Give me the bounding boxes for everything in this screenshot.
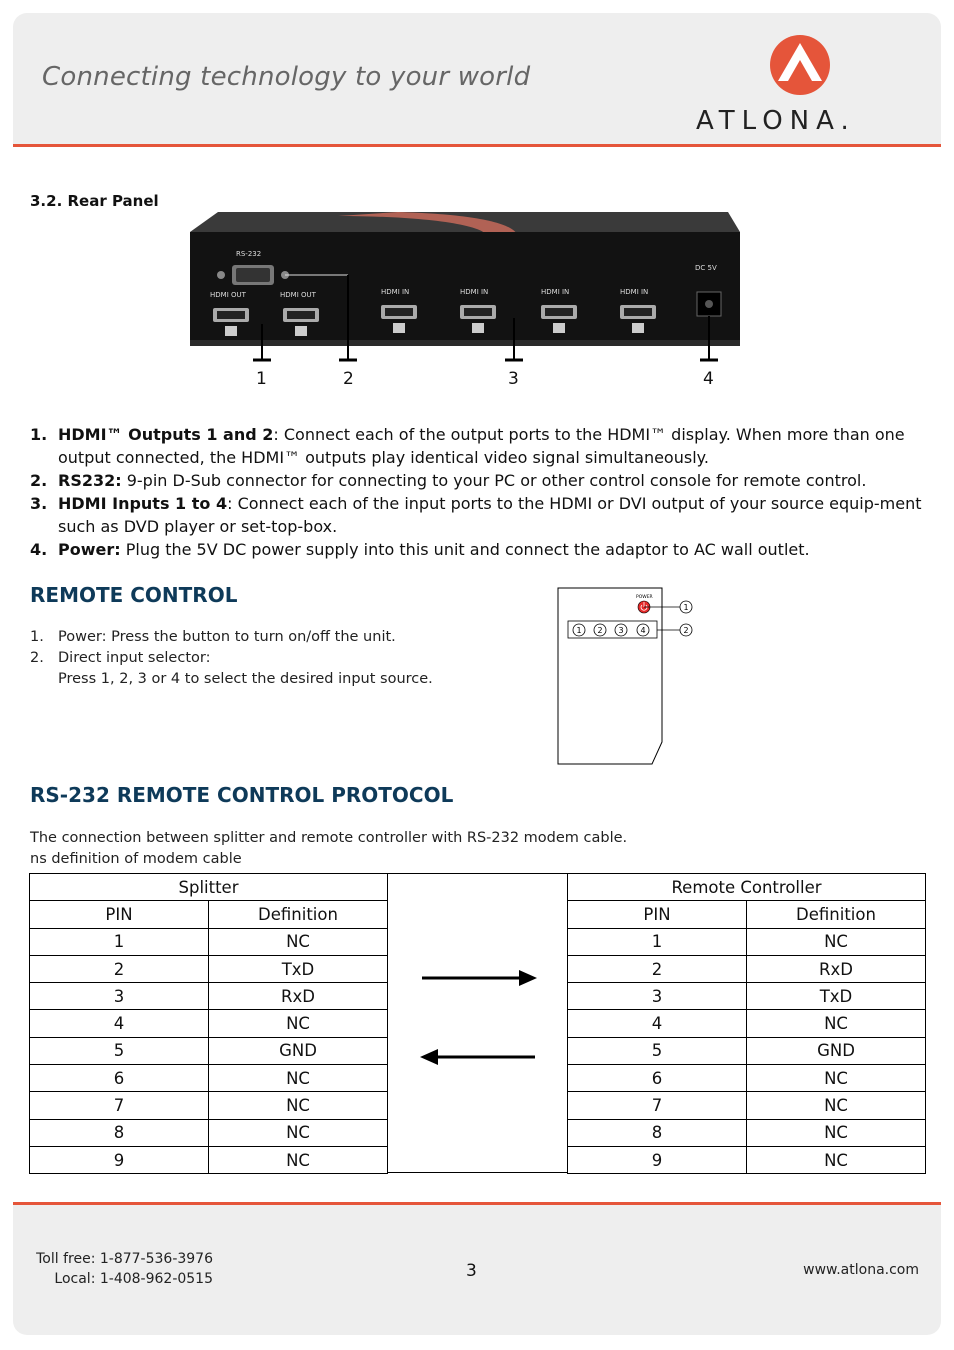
- splitter-pin-table: [29, 873, 388, 1174]
- list-item-text: Plug the 5V DC power supply into this unit and connect the adaptor to AC wall outlet.: [120, 540, 810, 559]
- hdmi-in-3-label: HDMI IN: [541, 288, 570, 296]
- list-item-text: Direct input selector:: [58, 650, 211, 666]
- table-row: 4 NC: [568, 1010, 926, 1037]
- table-row: 6 NC: [568, 1065, 926, 1092]
- column-header-pin: PIN: [568, 901, 747, 928]
- list-item-number: 1.: [30, 629, 44, 645]
- list-item-term: HDMI Inputs 1 to 4: [58, 494, 228, 513]
- callout-1: 1: [256, 369, 267, 389]
- list-item: [30, 627, 433, 648]
- section-heading-rear-panel: 3.2. Rear Panel: [30, 192, 159, 210]
- column-header-pin: PIN: [30, 901, 209, 928]
- intro-line: ns definition of modem cable: [30, 851, 242, 867]
- table-row: 8 NC: [30, 1119, 388, 1146]
- hdmi-out-1-label: HDMI OUT: [210, 291, 246, 299]
- hdmi-in-4-label: HDMI IN: [620, 288, 649, 296]
- list-item-number: 3.: [30, 494, 48, 513]
- power-label: POWER: [636, 595, 653, 600]
- remote-callout-2: 2: [683, 626, 689, 635]
- table-row: 7 NC: [568, 1092, 926, 1119]
- table-row: 9 NC: [568, 1146, 926, 1173]
- splitter-table-title: Splitter: [30, 874, 388, 901]
- footer-contact: [35, 1249, 213, 1289]
- list-item-text: Power: Press the button to turn on/off the unit.: [58, 629, 396, 645]
- callout-2: 2: [343, 369, 354, 389]
- list-item: [30, 469, 925, 492]
- remote-button-4-label: 4: [640, 626, 646, 635]
- list-item-term: HDMI™ Outputs 1 and 2: [58, 425, 274, 444]
- list-item-term: Power:: [58, 540, 121, 559]
- table-row: 7 NC: [30, 1092, 388, 1119]
- table-row: 1 NC: [568, 928, 926, 955]
- list-item: [30, 648, 433, 669]
- list-item-text: 9-pin D-Sub connector for connecting to your PC or other control console for remote control.: [121, 471, 867, 490]
- atlona-logo-icon: [768, 33, 832, 97]
- table-row: 2 RxD: [568, 955, 926, 982]
- table-row: 3 RxD: [30, 983, 388, 1010]
- table-row: 4 NC: [30, 1010, 388, 1037]
- list-item-number: 1.: [30, 425, 48, 444]
- hdmi-out-2-label: HDMI OUT: [280, 291, 316, 299]
- website-link[interactable]: www.atlona.com: [803, 1262, 919, 1278]
- table-row: 1 NC: [30, 928, 388, 955]
- rear-panel-photo: [188, 208, 743, 368]
- list-item: [30, 423, 925, 469]
- intro-line: The connection between splitter and remote controller with RS-232 modem cable.: [30, 830, 628, 846]
- remote-control-list: [30, 627, 433, 690]
- list-item-text: : Connect each of the input ports to the HDMI or DVI output of your source equip-ment such as DVD player or set-top-box.: [58, 494, 922, 536]
- table-row: 3 TxD: [568, 983, 926, 1010]
- section-heading-remote-control: REMOTE CONTROL: [30, 583, 238, 607]
- page-number: 3: [466, 1261, 477, 1281]
- column-header-definition: Definition: [209, 901, 388, 928]
- list-item-text: : Connect each of the output ports to the HDMI™ display. When more than one output connected, the HDMI™ outputs play identical video signal simultaneously.: [58, 425, 905, 467]
- toll-free-number: Toll free: 1-877-536-3976: [36, 1251, 213, 1267]
- table-row: 9 NC: [30, 1146, 388, 1173]
- callout-3: 3: [508, 369, 519, 389]
- table-row: 2 TxD: [30, 955, 388, 982]
- table-row: 5 GND: [568, 1037, 926, 1064]
- list-item: [30, 538, 925, 561]
- header-tagline: Connecting technology to your world: [42, 62, 531, 92]
- local-number: Local: 1-408-962-0515: [54, 1271, 213, 1287]
- list-item-continuation: [30, 669, 433, 690]
- hdmi-in-2-label: HDMI IN: [460, 288, 489, 296]
- table-row: 8 NC: [568, 1119, 926, 1146]
- list-item-text: Press 1, 2, 3 or 4 to select the desired input source.: [58, 671, 433, 687]
- table-row: 5 GND: [30, 1037, 388, 1064]
- remote-button-3-label: 3: [618, 626, 624, 635]
- list-item: [30, 492, 925, 538]
- list-item-number: 4.: [30, 540, 48, 559]
- rear-panel-description-list: [30, 423, 925, 561]
- column-header-definition: Definition: [747, 901, 926, 928]
- list-item-term: RS232:: [58, 471, 122, 490]
- section-heading-rs232: RS-232 REMOTE CONTROL PROTOCOL: [30, 783, 454, 807]
- signal-arrows: [387, 874, 568, 1172]
- remote-table-title: Remote Controller: [568, 874, 926, 901]
- remote-control-diagram: [556, 586, 701, 768]
- remote-pin-table: [567, 873, 926, 1174]
- brand-wordmark: ATLONA.: [696, 106, 856, 136]
- rs232-intro: [30, 828, 627, 870]
- list-item-number: 2.: [30, 650, 44, 666]
- callout-4: 4: [703, 369, 714, 389]
- rs232-port-label: RS-232: [236, 250, 262, 258]
- header-divider: [13, 144, 941, 147]
- signal-direction-cell: [387, 873, 568, 1173]
- remote-button-2-label: 2: [597, 626, 603, 635]
- hdmi-in-1-label: HDMI IN: [381, 288, 410, 296]
- remote-callout-1: 1: [683, 603, 689, 612]
- table-row: 6 NC: [30, 1065, 388, 1092]
- list-item-number: 2.: [30, 471, 48, 490]
- dc-port-label: DC 5V: [695, 264, 717, 272]
- remote-button-1-label: 1: [576, 626, 582, 635]
